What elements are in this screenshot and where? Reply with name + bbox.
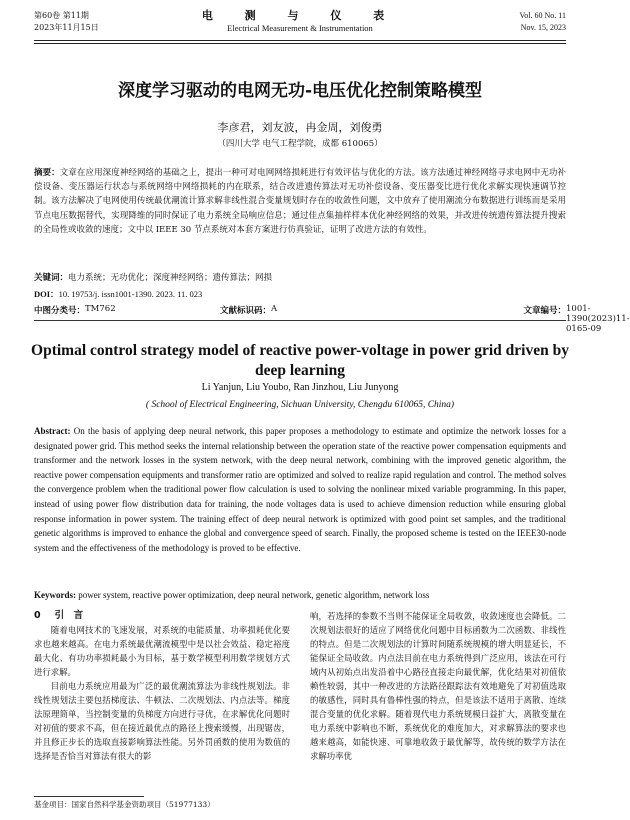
authors-en: Li Yanjun, Liu Youbo, Ran Jinzhou, Liu Junyong	[201, 382, 399, 393]
journal-name-zh: 电 测 与 仪 表	[201, 9, 399, 22]
abstract-zh-text: 文章在应用深度神经网络的基础之上，提出一种可对电网网络损耗进行有效评估与优化的方法。该方法通过神经网络寻求电网中无功补偿设备、变压器运行状态与系统网络中网络损耗的内在联系，结合改进遗传算法对无功补偿设备、变压器变比进行优化求解实现快速调节控制。该方法解决了电网使用传统最优潮流计算求解非线性混合变量规划时存在的收敛性问题，文中放弃了使用潮流分布数据进行训练而是采用节点电压数据替代，实现降维的同时保证了电力系统全局响应信息；通过佳点集抽样样本优化神经网络的效果，并改进传统遗传算法提升搜索的全局性或收敛的速度；文中以 IEEE 30 节点系统对本套方案进行仿真验证，证明了改进方法的有效性。	[34, 168, 566, 235]
journal-name-en: Electrical Measurement & Instrumentation	[227, 23, 373, 33]
abstract-en-label: Abstract:	[34, 426, 71, 436]
issue-date-en: Nov. 15, 2023	[520, 23, 566, 32]
funding-footnote: 基金项目：国家自然科学基金资助项目（51977133）	[34, 800, 215, 809]
section-title: 引 言	[54, 610, 84, 621]
article-number-value: 1001-1390(2023)11-0165-09	[566, 304, 630, 334]
abstract-en-text: On the basis of applying deep neural network, this paper proposes a methodology to estimate and optimize the network losses for a designated power grid. This method seeks the internal relationship between the operation state of the reactive power compensation equipments and transformer and the network losses in the system network, with the deep neural network, combining with the improved genetic algorithm, the reactive power compensation equipments and transformer ratio are optimized and solved to realize rapid regulation and control. The method solves the convergence problem when the traditional power flow calculation is used to solving the nonlinear mixed variable programming. In this paper, instead of using power flow distribution data for training, the node voltages data is used to achieve dimension reduction while ensuring global response information in power system. The training effect of deep neural network is optimized with good point set samples, and the traditional genetic algorithms is improved to enhance the global and convergence speed of search. Finally, the proposed scheme is tested on the IEEE30-node system and the effectiveness of the methodology is proved to be effective.	[34, 426, 566, 553]
document-code-value: A	[271, 304, 278, 314]
doi	[34, 288, 566, 300]
paragraph: 随着电网技术的飞速发展，对系统的电能质量、功率损耗优化要求也越来越高。在电力系统最优潮流模型中是以社会效益、稳定裕度最大化、有功功率损耗最小为目标，基于数学模型利用数学规划方式进行求解。	[34, 625, 290, 677]
volume-issue: 第60卷 第11期	[34, 11, 89, 20]
vol-no-en: Vol. 60 No. 11	[519, 11, 566, 20]
paragraph: 目前电力系统应用最为广泛的最优潮流算法为非线性规划法。非线性规划法主要包括梯度法、牛顿法、二次规划法、内点法等。梯度法原理简单，当控制变量的负梯度方向进行寻优，在求解优化问题时对初值的要求不高，但在接近最优点的路径上搜索缓慢，出现锯齿，并且修正步长的选取直接影响算法性能。另外罚函数的使用为数值的选择是否恰当对算法有很大的影	[34, 681, 290, 761]
doi-value: 10. 19753/j. issn1001-1390. 2023. 11. 023	[58, 289, 203, 299]
abstract-en	[34, 424, 566, 555]
document-code	[220, 304, 278, 316]
authors-zh: 李彦君，刘友波，冉金周，刘俊勇	[217, 121, 383, 134]
clc-value: TM762	[85, 304, 116, 314]
affiliation-en: ( School of Electrical Engineering, Sichuan University, Chengdu 610065, China)	[145, 400, 455, 410]
keywords-zh-label: 关键词：	[34, 273, 69, 283]
keywords-en-label: Keywords:	[34, 590, 76, 600]
affiliation-zh: （四川大学 电气工程学院，成都 610065）	[217, 139, 383, 149]
title-zh: 深度学习驱动的电网无功-电压优化控制策略模型	[117, 81, 483, 101]
keywords-en-text: power system, reactive power optimization, deep neural network, genetic algorithm, network loss	[76, 590, 430, 600]
issue-date-zh: 2023年11月15日	[34, 23, 99, 32]
keywords-zh-text: 电力系统；无功优化；深度神经网络；遗传算法；网损	[68, 273, 273, 283]
front-matter-rule	[34, 320, 566, 321]
header-rule-thick	[34, 40, 566, 41]
abstract-zh-label: 摘要：	[34, 168, 60, 178]
header-rule-thin	[34, 43, 566, 44]
title-en: Optimal control strategy model of reactive power-voltage in power grid driven by deep learning	[31, 342, 569, 379]
footnote-rule	[34, 796, 144, 797]
article-number	[523, 304, 630, 334]
doi-label: DOI：	[34, 289, 59, 299]
paragraph: 响，若选择的参数不当则不能保证全局收敛，收敛速度也会降低。二次规划法很好的适应了网络优化问题中目标函数为二次函数、非线性的特点。但是二次规划法的计算时间随系统规模的增大明显延长，不能保证全局收敛。内点法目前在电力系统得到广泛应用，该法在可行域内从初始点出发沿着中心路径直接走向最优解，优化结果对初值依赖性较弱，其中一种改进的方法路径跟踪法有效地避免了对初值选取的敏感性，同时具有鲁棒性强的特点，但是该法不适用于离散、连续混合变量的优化求解。随着现代电力系统规模日益扩大，离散变量在电力系统中影响也不断，系统优化的难度加大，对求解算法的要求也越来越高，如能快速、可靠地收敛于最优解等，故传统的数学方法在求解功率优	[310, 611, 566, 761]
section-heading-introduction	[34, 609, 290, 623]
section-number: 0	[34, 610, 41, 621]
clc-label: 中图分类号：	[34, 306, 86, 316]
keywords-zh	[34, 272, 566, 285]
running-header	[34, 10, 566, 44]
keywords-en	[34, 590, 566, 600]
body-column-right	[310, 609, 566, 763]
header-right	[520, 10, 566, 34]
classification-row	[34, 304, 630, 334]
article-number-label: 文章编号：	[523, 306, 566, 316]
clc-number	[34, 304, 116, 316]
document-code-label: 文献标识码：	[220, 306, 272, 316]
abstract-zh	[34, 166, 566, 237]
body-column-left	[34, 609, 290, 763]
header-center	[34, 10, 566, 34]
